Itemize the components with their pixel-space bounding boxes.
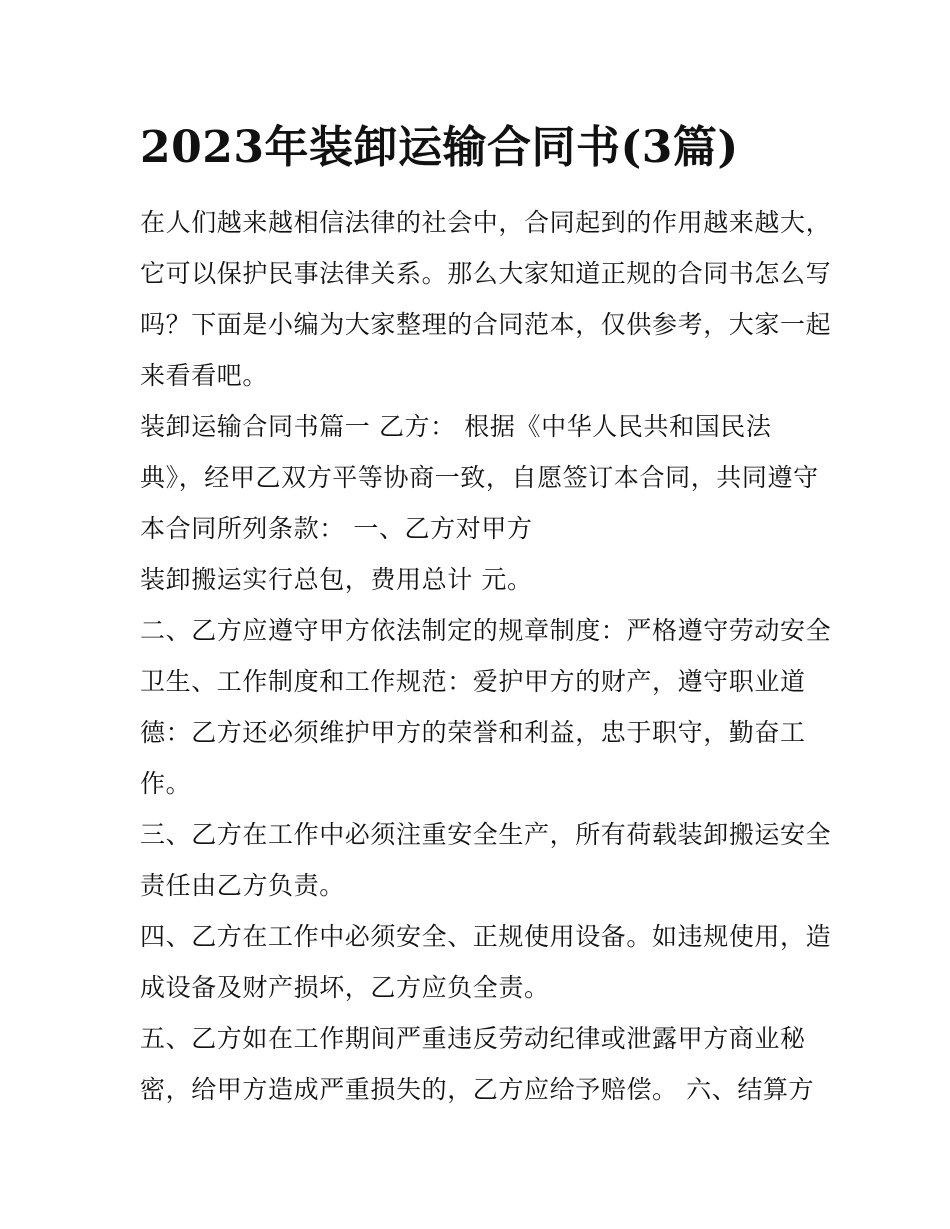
text-line: 三、乙方在工作中必须注重安全生产，所有荷载装卸搬运安全 xyxy=(140,820,832,849)
document-title: 2023年装卸运输合同书(3篇) xyxy=(140,122,739,173)
text-line: 德：乙方还必须维护甲方的荣誉和利益，忠于职守，勤奋工 xyxy=(140,718,806,747)
text-line: 作。 xyxy=(140,769,192,798)
text-line: 成设备及财产损坏，乙方应负全责。 xyxy=(140,973,550,1002)
text-line: 装卸运输合同书篇一 乙方： 根据《中华人民共和国民法 xyxy=(140,412,772,441)
text-line: 来看看吧。 xyxy=(140,361,269,390)
text-line: 它可以保护民事法律关系。那么大家知道正规的合同书怎么写 xyxy=(140,259,832,288)
text-line: 卫生、工作制度和工作规范：爱护甲方的财产，遵守职业道 xyxy=(140,667,806,696)
text-line: 二、乙方应遵守甲方依法制定的规章制度：严格遵守劳动安全 xyxy=(140,616,832,645)
text-line: 在人们越来越相信法律的社会中，合同起到的作用越来越大， xyxy=(140,208,832,237)
text-line: 密，给甲方造成严重损失的，乙方应给予赔偿。 六、结算方 xyxy=(140,1075,815,1104)
text-line: 五、乙方如在工作期间严重违反劳动纪律或泄露甲方商业秘 xyxy=(140,1024,806,1053)
text-line: 四、乙方在工作中必须安全、正规使用设备。如违规使用，造 xyxy=(140,922,832,951)
text-line: 吗？下面是小编为大家整理的合同范本，仅供参考，大家一起 xyxy=(140,310,832,339)
text-line: 本合同所列条款： 一、乙方对甲方 xyxy=(140,514,533,543)
text-line: 责任由乙方负责。 xyxy=(140,871,345,900)
text-line: 装卸搬运实行总包，费用总计 元。 xyxy=(140,565,533,594)
text-line: 典》，经甲乙双方平等协商一致，自愿签订本合同，共同遵守 xyxy=(140,463,819,492)
